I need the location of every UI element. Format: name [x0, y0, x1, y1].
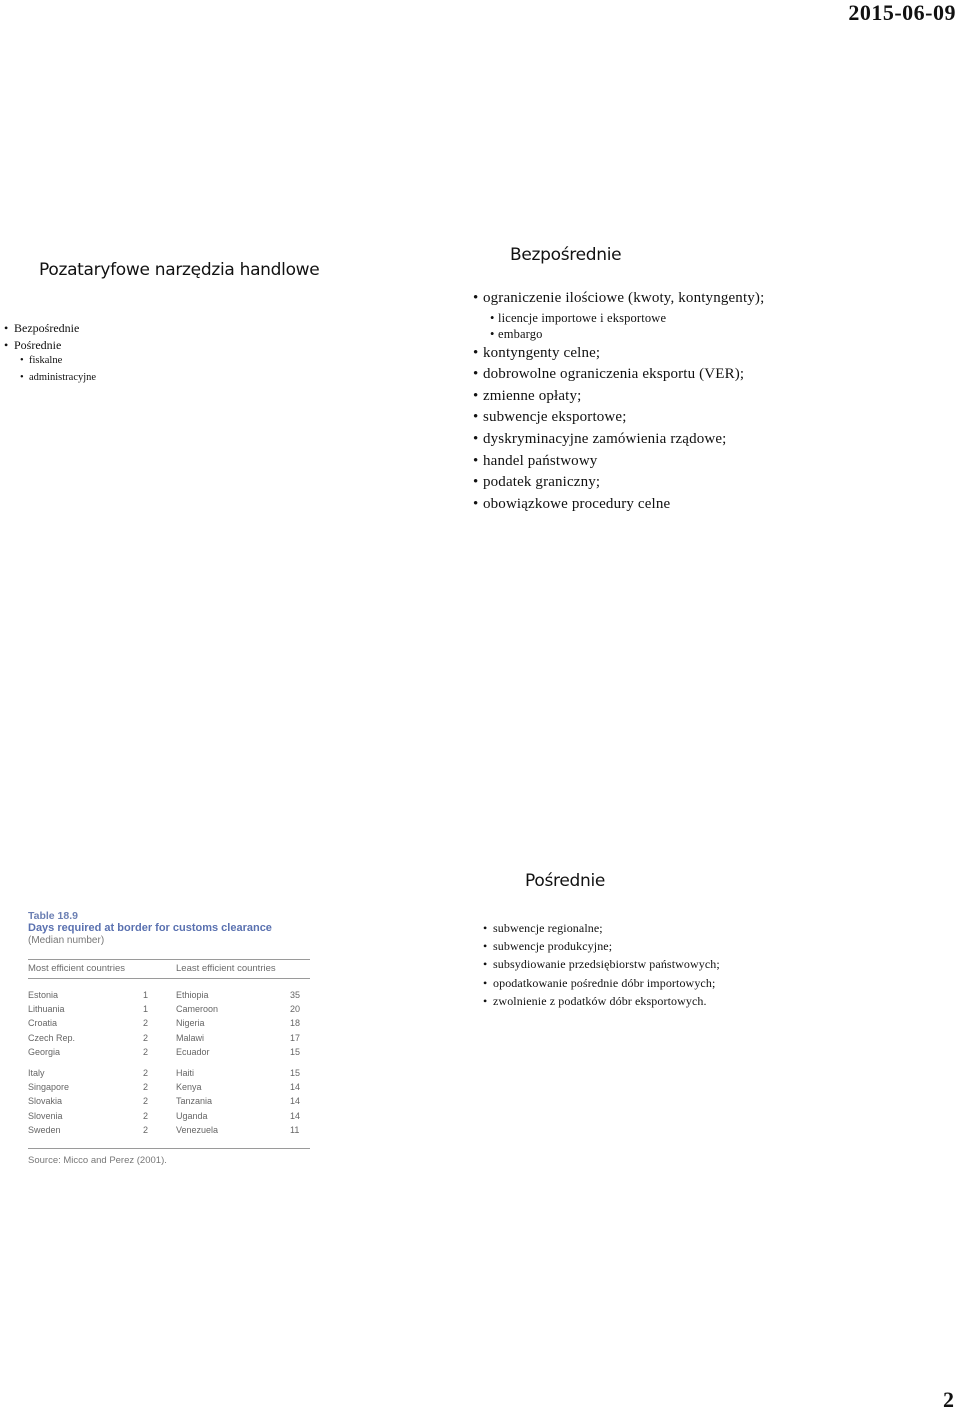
country-cell: Nigeria [176, 1018, 205, 1029]
days-cell: 2 [143, 1067, 149, 1078]
days-cell: 17 [290, 1032, 301, 1043]
bullet-item: • subwencje produkcyjne; [483, 937, 720, 955]
table-row [28, 1111, 310, 1125]
bullet-item: • subwencje eksportowe; [473, 407, 764, 429]
country-cell: Lithuania [28, 1004, 65, 1015]
table-row [28, 1018, 310, 1032]
days-cell: 2 [143, 1018, 149, 1029]
table-divider [28, 1148, 310, 1149]
sub-bullet-item: • embargo [473, 326, 764, 343]
table-subtitle: (Median number) [28, 935, 105, 946]
sub-bullet-item: • fiskalne [4, 353, 96, 370]
country-cell: Estonia [28, 990, 59, 1000]
bullet-item: • opodatkowanie pośrednie dóbr importowych; [483, 974, 720, 992]
bullet-item: • zwolnienie z podatków dóbr eksportowych. [483, 992, 720, 1010]
bullet-item: • subsydiowanie przedsiębiorstw państwowych; [483, 955, 720, 973]
slide-direct [470, 240, 960, 540]
table-source: Source: Micco and Perez (2001). [28, 1155, 167, 1166]
country-cell: Georgia [28, 1046, 61, 1057]
days-cell: 2 [143, 1032, 149, 1043]
table-divider [28, 959, 310, 960]
table-row [28, 1047, 310, 1061]
days-cell: 20 [290, 1004, 301, 1015]
sub-bullet-item: • administracyjne [4, 370, 96, 387]
country-cell: Uganda [176, 1110, 208, 1121]
bullet-item: • Bezpośrednie [4, 320, 96, 337]
days-cell: 2 [143, 1096, 149, 1107]
bullet-list [483, 919, 720, 1010]
table-row [28, 990, 310, 1004]
country-cell: Croatia [28, 1018, 58, 1029]
slide-indirect [0, 870, 960, 1170]
table-title: Days required at border for customs clearance [28, 922, 272, 934]
country-cell: Haiti [176, 1067, 195, 1078]
document-date: 2015-06-09 [848, 0, 956, 25]
table-row [28, 1068, 310, 1082]
country-cell: Slovakia [28, 1096, 63, 1107]
country-cell: Cameroon [176, 1004, 219, 1015]
table-row [28, 1033, 310, 1047]
table-row [28, 1125, 310, 1139]
column-header: Least efficient countries [176, 963, 276, 974]
page-number: 2 [943, 1387, 954, 1412]
bullet-item: • subwencje regionalne; [483, 919, 720, 937]
bullet-item: • zmienne opłaty; [473, 386, 764, 408]
bullet-item: • dobrowolne ograniczenia eksportu (VER); [473, 364, 764, 386]
customs-clearance-table [28, 910, 318, 1170]
table-row [28, 1082, 310, 1096]
days-cell: 15 [290, 1067, 301, 1078]
days-cell: 2 [143, 1046, 149, 1057]
days-cell: 2 [143, 1110, 149, 1121]
country-cell: Slovenia [28, 1110, 63, 1121]
days-cell: 1 [143, 990, 149, 1000]
slide-title: Bezpośrednie [510, 245, 622, 265]
sub-bullet-item: • licencje importowe i eksportowe [473, 310, 764, 327]
days-cell: 35 [290, 990, 301, 1000]
country-cell: Singapore [28, 1082, 70, 1093]
slide-title: Pozataryfowe narzędzia handlowe [39, 260, 320, 280]
table-row [28, 1004, 310, 1018]
bullet-item: • obowiązkowe procedury celne [473, 494, 764, 516]
days-cell: 11 [290, 1124, 300, 1135]
table-label: Table 18.9 [28, 910, 78, 922]
country-cell: Ecuador [176, 1046, 210, 1057]
bullet-item: • kontyngenty celne; [473, 343, 764, 365]
bullet-list [4, 320, 96, 386]
table-divider [28, 978, 310, 979]
bullet-item: • Pośrednie [4, 337, 96, 354]
table-row [28, 1096, 310, 1110]
table-body [28, 990, 310, 1139]
country-cell: Malawi [176, 1032, 205, 1043]
country-cell: Sweden [28, 1124, 61, 1135]
bullet-item: • podatek graniczny; [473, 472, 764, 494]
column-header: Most efficient countries [28, 963, 125, 974]
country-cell: Ethiopia [176, 990, 209, 1000]
country-cell: Tanzania [176, 1096, 213, 1107]
days-cell: 1 [143, 1004, 149, 1015]
country-cell: Venezuela [176, 1124, 219, 1135]
slide-overview [0, 250, 470, 500]
days-cell: 15 [290, 1046, 301, 1057]
bullet-item: • handel państwowy [473, 451, 764, 473]
slide-title: Pośrednie [525, 871, 606, 891]
bullet-item: • dyskryminacyjne zamówienia rządowe; [473, 429, 764, 451]
country-cell: Italy [28, 1067, 45, 1078]
days-cell: 14 [290, 1110, 301, 1121]
bullet-item: • ograniczenie ilościowe (kwoty, kontyngenty); [473, 288, 764, 310]
days-cell: 14 [290, 1082, 301, 1093]
country-cell: Kenya [176, 1082, 202, 1093]
country-cell: Czech Rep. [28, 1032, 76, 1043]
days-cell: 18 [290, 1018, 301, 1029]
days-cell: 2 [143, 1082, 149, 1093]
days-cell: 2 [143, 1124, 149, 1135]
bullet-list [473, 288, 764, 515]
days-cell: 14 [290, 1096, 301, 1107]
